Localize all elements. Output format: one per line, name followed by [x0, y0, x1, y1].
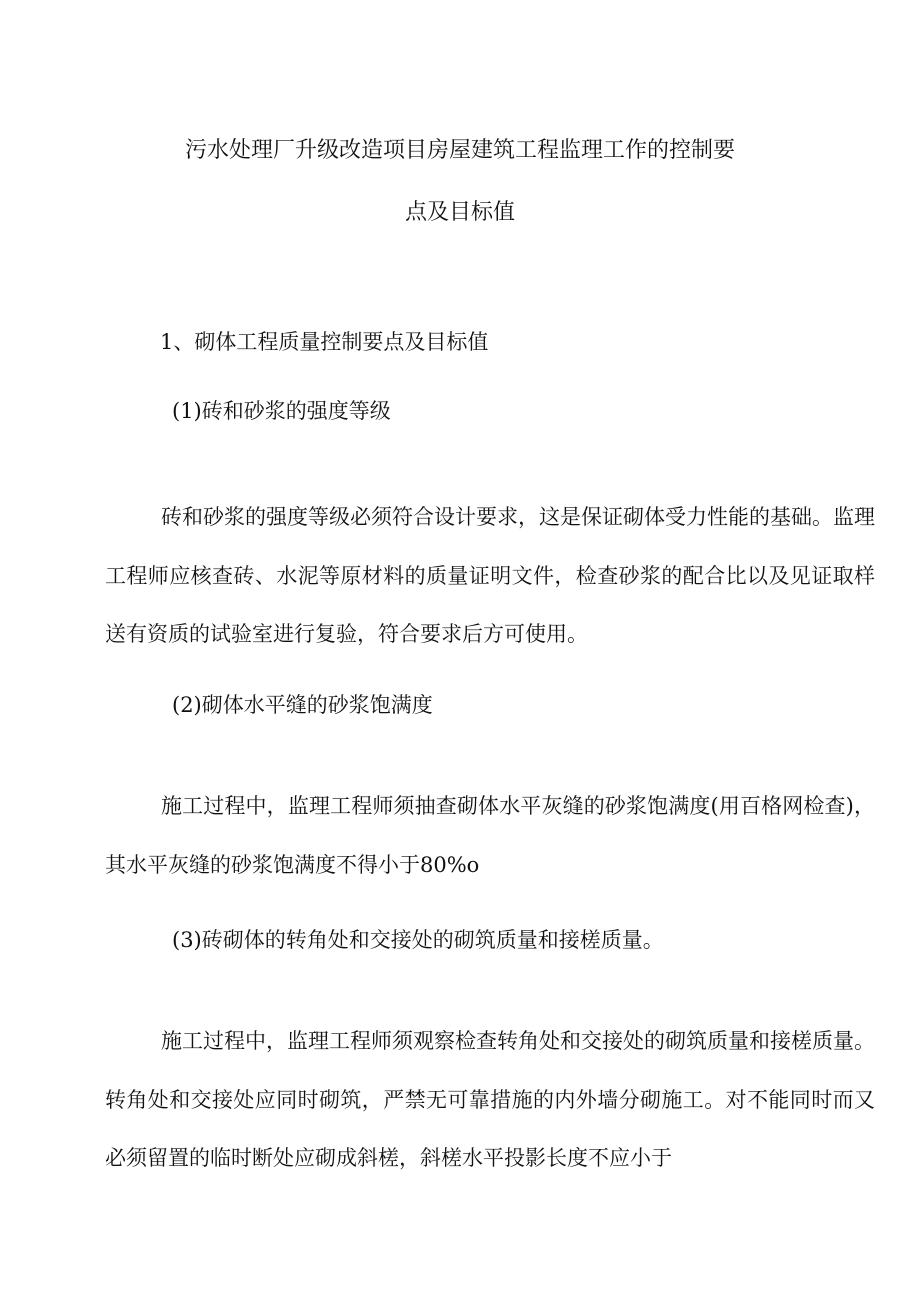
document-title-line-1: 污水处理厂升级改造项目房屋建筑工程监理工作的控制要 — [184, 138, 735, 163]
item-3-heading: (3)砖砌体的转角处和交接处的砌筑质量和接槎质量。 — [172, 928, 664, 952]
item-1-heading: (1)砖和砂浆的强度等级 — [172, 399, 391, 423]
item-2-heading: (2)砌体水平缝的砂浆饱满度 — [172, 693, 433, 717]
item-1-paragraph: 砖和砂浆的强度等级必须符合设计要求，这是保证砌体受力性能的基础。监理工程师应核查砖、水泥等原材料的质量证明文件，检查砂浆的配合比以及见证取样送有资质的试验室进行复验，符合要求后方可使用。 — [105, 505, 875, 646]
document-title-line-2: 点及目标值 — [404, 200, 515, 225]
item-3-paragraph: 施工过程中，监理工程师须观察检查转角处和交接处的砌筑质量和接槎质量。转角处和交接处应同时砌筑，严禁无可靠措施的内外墙分砌施工。对不能同时而又必须留置的临时断处应砌成斜槎，斜槎水平投影长度不应小于 — [105, 1029, 875, 1170]
section-heading: 1、砌体工程质量控制要点及目标值 — [160, 330, 489, 354]
item-2-paragraph: 施工过程中，监理工程师须抽查砌体水平灰缝的砂浆饱满度(用百格网检查)，其水平灰缝的砂浆饱满度不得小于80%o — [105, 794, 875, 877]
